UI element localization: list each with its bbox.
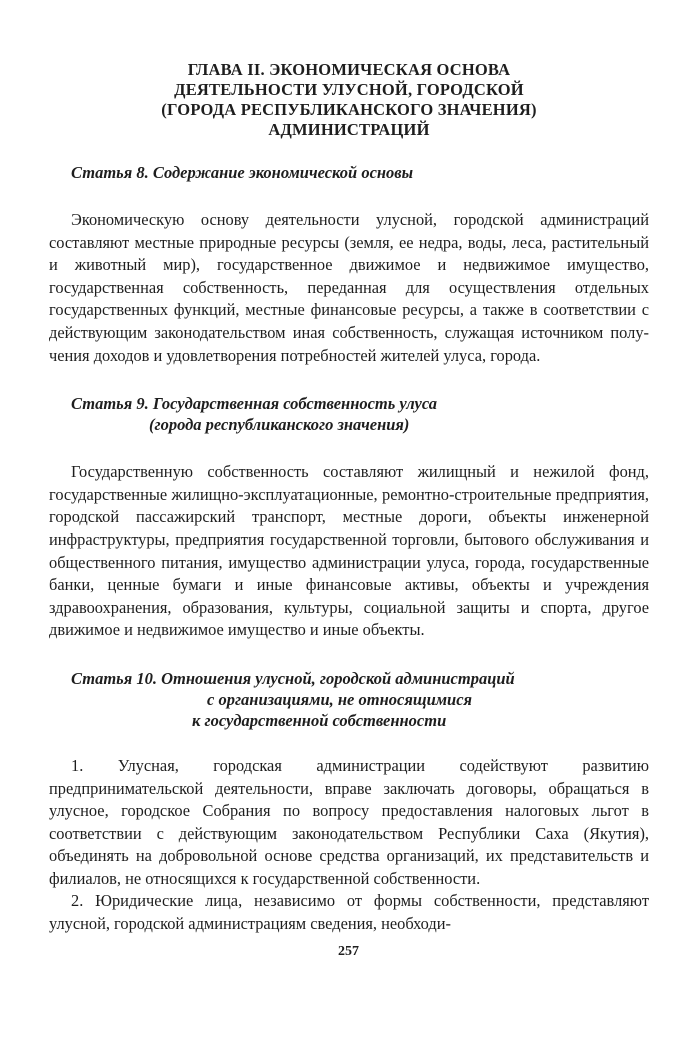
- chapter-title-line: ДЕЯТЕЛЬНОСТИ УЛУСНОЙ, ГОРОДСКОЙ: [174, 80, 524, 99]
- chapter-title: [49, 60, 649, 140]
- article-8-text: Экономическую основу деятельности улусной, городской администраций составляют местные природные ресурсы (земля, ее недра, воды, леса, растительный и животный мир), государственное движимое и недвижимое имущество, государственная собственность, переданная для осуществления отдельных государственных функций, местные финансовые ресурсы, а также в соответствии с действующим законодательством иная собственность, служащая источником получения доходов и удовлетворения потребностей жителей улуса, города.: [49, 210, 649, 365]
- article-10-paragraph-1: 1. Улусная, городская администрации содействуют развитию предпринимательской деятельности, вправе заключать договоры, обращаться в улусное, городское Собрания по вопросу предоставления налоговых льгот в соответствии с действующим законодательством Республики Саха (Якутия), объединять на добровольной основе средства организаций, их представительств и филиалов, не относящихся к государственной собственности.: [49, 755, 649, 888]
- article-10-paragraph-2: 2. Юридические лица, независимо от формы собственности, представляют улусной, городской администрациям сведения, необходи-: [49, 891, 649, 934]
- article-8-heading-text: Статья 8. Содержание экономической основы: [71, 163, 414, 182]
- chapter-title-line: АДМИНИСТРАЦИЙ: [268, 120, 430, 139]
- article-10-heading-line: Статья 10. Отношения улусной, городской администраций: [71, 668, 515, 688]
- article-10-heading: [49, 668, 649, 731]
- page-number: 257: [338, 944, 359, 959]
- chapter-title-line: ГЛАВА II. ЭКОНОМИЧЕСКАЯ ОСНОВА: [187, 60, 511, 79]
- article-10-heading-line: к государственной собственности: [192, 710, 447, 730]
- chapter-title-line: (ГОРОДА РЕСПУБЛИКАНСКОГО ЗНАЧЕНИЯ): [161, 100, 537, 119]
- document-page: [49, 60, 649, 936]
- article-9-heading-line: Статья 9. Государственная собственность улуса: [71, 394, 438, 414]
- article-9-heading: [49, 393, 649, 435]
- article-9-text: Государственную собственность составляют жилищный и нежилой фонд, государственные жилищно-эксплуатационные, ремонтно-строительные предприятия, городской пассажирский транспорт, местные дороги, объекты инженерной инфраструктуры, предприятия государственной торговли, бытового обслуживания и общественного питания, имущество администрации улуса, города, государственные банки, ценные бумаги и иные финансовые активы, объекты и учреждения здравоохранения, образования, культуры, социальной защиты и спорта, другое движимое и недвижимое имущество и иные объекты.: [49, 462, 649, 640]
- article-8-heading: [49, 162, 649, 183]
- article-10-heading-line: с организациями, не относящимися: [207, 689, 473, 709]
- article-9-heading-line: (города республиканского значения): [149, 415, 410, 435]
